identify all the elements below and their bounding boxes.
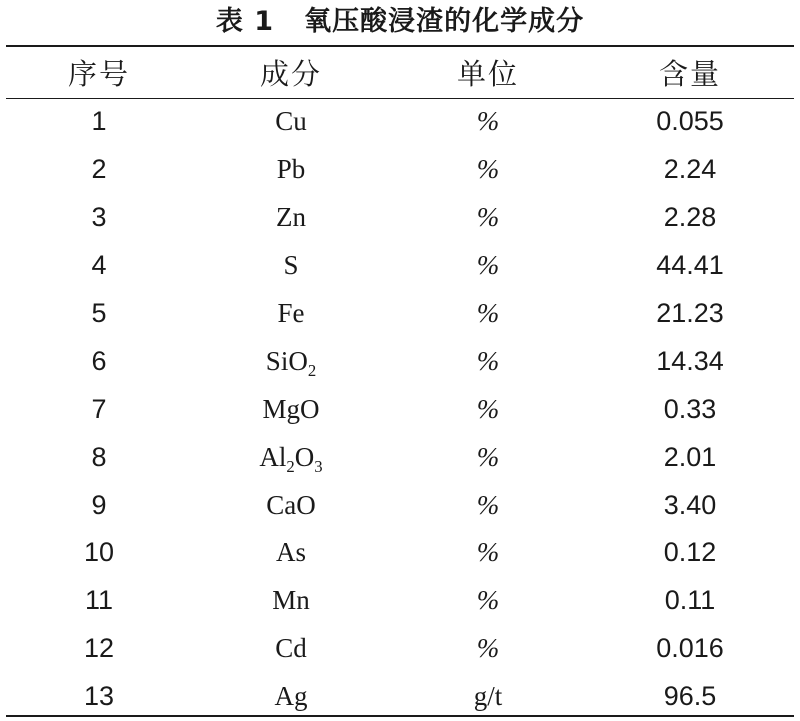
table-row [6,146,794,194]
table-row [6,625,794,673]
serial-number-cell: 8 [91,441,107,472]
table-row [6,577,794,625]
formula-text: Zn [276,202,306,233]
component-cell [192,146,390,194]
content-cell: 96.5 [663,681,717,712]
serial-number-cell: 11 [84,585,114,616]
content-cell: 0.11 [664,585,716,616]
content-cell: 2.24 [663,154,717,185]
serial-number-cell: 1 [91,106,107,137]
unit-cell: % [476,298,500,328]
serial-number-cell: 6 [91,345,107,376]
content-cell: 14.34 [656,345,724,376]
unit-cell: % [476,585,500,616]
table-row [6,337,794,385]
serial-number-cell: 12 [83,633,115,664]
unit-cell: % [476,633,500,664]
table-title: 氧压酸浸渣的化学成分 [304,6,585,37]
content-cell: 2.28 [663,202,717,233]
component-cell [192,385,390,433]
table-number: 表 1 [215,6,275,37]
formula-text: Pb [276,154,306,185]
table-row [6,481,794,529]
formula-text: As [275,537,306,568]
formula-text: Mn [272,585,310,616]
table-row [6,290,794,338]
formula-text: Fe [277,298,305,328]
unit-cell: g/t [473,681,503,712]
serial-number-cell: 2 [91,154,107,185]
serial-number-cell: 9 [91,489,107,520]
header-row [6,47,794,98]
unit-cell: % [476,537,500,568]
formula-text: Cd [275,633,307,664]
composition-table [6,47,794,721]
component-cell [192,577,390,625]
table-body [6,98,794,721]
formula-text: Ag [274,681,308,712]
unit-cell: % [476,154,500,185]
formula-text: Cu [275,106,307,137]
header-unit: 单位 [456,57,519,91]
component-cell [192,290,390,338]
component-cell [192,98,390,146]
formula-text: S [283,250,299,281]
content-cell: 21.23 [656,298,724,328]
formula-text: O [294,441,315,472]
table-row [6,529,794,577]
formula-subscript: 2 [307,360,317,380]
formula-text: Al [259,441,287,472]
serial-number-cell: 7 [91,393,107,424]
table-row [6,194,794,242]
serial-number-cell: 13 [83,681,115,712]
table-row [6,98,794,146]
table-row [6,433,794,481]
formula-text: SiO [265,345,308,376]
component-cell [192,625,390,673]
content-cell: 2.01 [663,441,717,472]
component-cell [192,529,390,577]
content-cell: 0.055 [656,106,724,137]
header-content: 含量 [658,57,721,91]
component-cell [192,194,390,242]
serial-number-cell: 10 [83,537,115,568]
formula-text: CaO [266,489,316,520]
content-cell: 0.33 [663,393,717,424]
unit-cell: % [476,250,500,281]
table-caption [0,4,800,40]
header-component: 成分 [259,57,322,91]
component-cell [192,242,390,290]
table-header [6,47,794,98]
serial-number-cell: 3 [91,202,107,233]
unit-cell: % [476,345,500,376]
content-cell: 3.40 [663,489,717,520]
component-cell [192,337,390,385]
unit-cell: % [476,393,500,424]
unit-cell: % [476,489,500,520]
component-cell [192,673,390,721]
table-row [6,385,794,433]
component-cell [192,433,390,481]
formula-subscript: 2 [286,456,295,476]
content-cell: 0.12 [663,537,717,568]
content-cell: 0.016 [656,633,724,664]
unit-cell: % [476,106,500,137]
unit-cell: % [476,441,500,472]
unit-cell: % [476,202,500,233]
serial-number-cell: 4 [91,250,107,281]
serial-number-cell: 5 [91,298,107,328]
table-row [6,242,794,290]
table-row [6,673,794,721]
component-cell [192,481,390,529]
content-cell: 44.41 [656,250,724,281]
formula-subscript: 3 [314,456,323,476]
formula-text: MgO [262,393,320,424]
header-serial-number: 序号 [67,57,130,91]
